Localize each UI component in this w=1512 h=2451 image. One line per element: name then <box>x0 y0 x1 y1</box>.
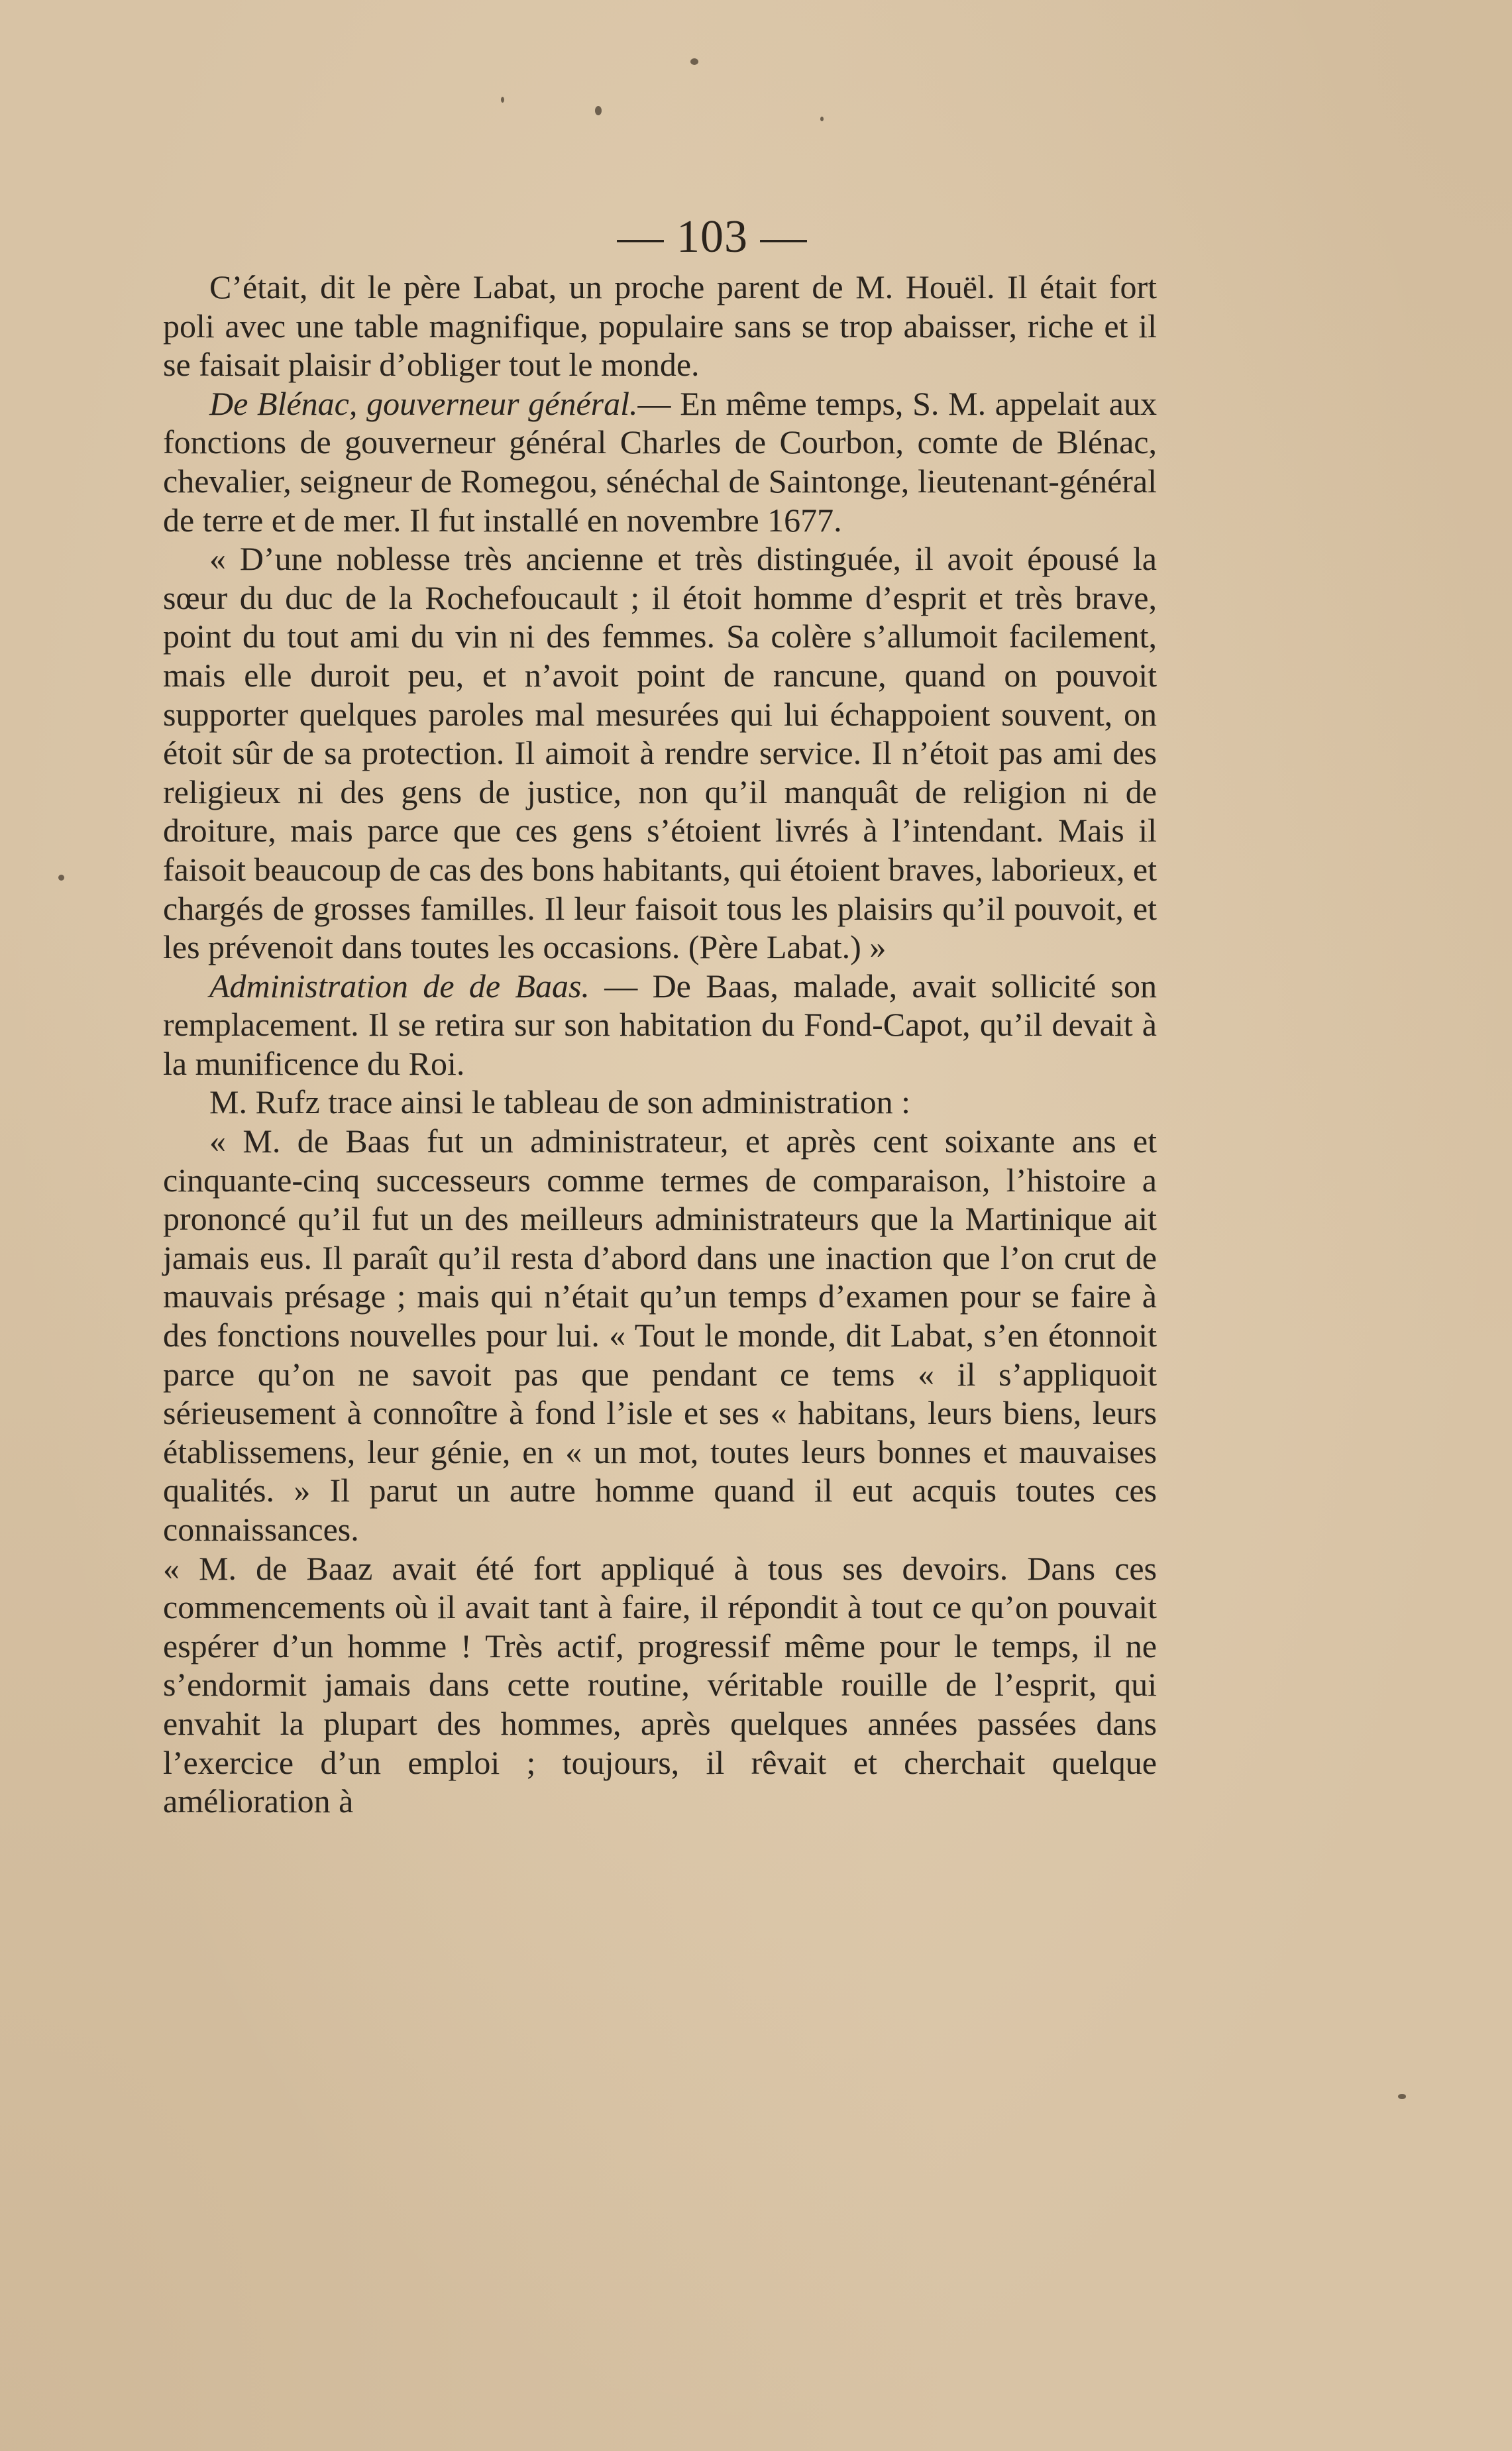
body-text <box>163 268 1157 1821</box>
paragraph <box>163 967 1157 1083</box>
page-number: — 103 — <box>617 211 808 262</box>
paragraph <box>163 539 1157 967</box>
ink-speck <box>595 106 602 115</box>
paragraph <box>163 1083 1157 1122</box>
paragraph <box>163 1122 1157 1549</box>
paragraph-text: « D’une noblesse très ancienne et très distinguée, il avoit épousé la sœur du duc de la Rochefoucault ; il étoit homme d’esprit et très brave, point du tout ami du vin ni des femmes. Sa colère s’allumoit facilement, mais elle duroit peu, et n’avoit point de rancune, quand on pouvoit supporter quelques paroles mal mesurées qui lui échappoient souvent, on étoit sûr de sa protection. Il aimoit à rendre service. Il n’étoit pas ami des religieux ni des gens de justice, non qu’il manquât de religion ni de droiture, mais parce que ces gens s’étoient livrés à l’intendant. Mais il faisoit beaucoup de cas des bons habitants, qui étoient braves, laborieux, et chargés de grosses familles. Il leur faisoit tous les plaisirs qu’il pouvoit, et les prévenoit dans toutes les occasions. (Père Labat.) » <box>163 540 1157 966</box>
section-heading: Administration de de Baas. <box>209 967 590 1005</box>
paragraph-text: « M. de Baaz avait été fort appliqué à tous ses devoirs. Dans ces commencements où il avait tant à faire, il répondit à tout ce qu’on pouvait espérer d’un homme ! Très actif, progressif même pour le temps, il ne s’endormit jamais dans cette routine, véritable rouille de l’esprit, qui envahit la plupart des hommes, après quelques années passées dans l’exercice d’un emploi ; toujours, il rêvait et cherchait quelque amélioration à <box>163 1549 1157 1820</box>
paragraph-text: « M. de Baas fut un administrateur, et après cent soixante ans et cinquante-cinq successeurs comme termes de comparaison, l’histoire a prononcé qu’il fut un des meilleurs administrateurs que la Martinique ait jamais eus. Il paraît qu’il resta d’abord dans une inaction que l’on crut de mauvais présage ; mais qui n’était qu’un temps d’examen pour se faire à des fonctions nouvelles pour lui. « Tout le monde, dit Labat, s’en étonnoit parce qu’on ne savoit pas que pendant ce tems « il s’appliquoit sérieusement à connoître à fond l’isle et ses « habitans, leurs biens, leurs établissemens, leur génie, en « un mot, toutes leurs bonnes et mauvaises qualités. » Il parut un autre homme quand il eut acquis toutes ces connaissances. <box>163 1122 1157 1548</box>
section-heading: De Blénac, gouverneur général. <box>209 384 638 422</box>
ink-speck <box>690 58 698 65</box>
paragraph-text: M. Rufz trace ainsi le tableau de son administration : <box>209 1083 911 1121</box>
paragraph-text: C’était, dit le père Labat, un proche parent de M. Houël. Il était fort poli avec une table magnifique, populaire sans se trop abaisser, riche et il se faisait plaisir d’obliger tout le monde. <box>163 268 1157 384</box>
paragraph <box>163 1549 1157 1821</box>
ink-speck <box>58 875 64 881</box>
paragraph <box>163 268 1157 384</box>
ink-speck <box>501 97 504 103</box>
paragraph-text: — En même temps, S. M. appelait aux fonctions de gouverneur général Charles de Courbon, comte de Blénac, chevalier, seigneur de Romegou, sénéchal de Saintonge, lieutenant-général de terre et de mer. Il fut installé en novembre 1677. <box>163 384 1157 539</box>
paragraph-text: — De Baas, malade, avait sollicité son remplacement. Il se retira sur son habitation du Fond-Capot, qu’il devait à la munificence du Roi. <box>163 967 1157 1082</box>
paragraph <box>163 384 1157 539</box>
ink-speck <box>820 117 824 121</box>
ink-speck <box>1398 2094 1406 2099</box>
